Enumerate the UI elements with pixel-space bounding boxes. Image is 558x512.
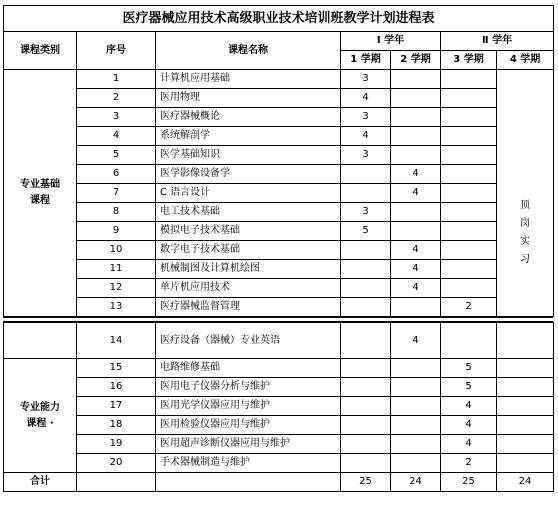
sem3-hours bbox=[441, 108, 497, 127]
course-name: C 语言设计 bbox=[156, 184, 341, 203]
sem2-hours bbox=[391, 108, 441, 127]
sem4-hours bbox=[497, 378, 554, 397]
table-row bbox=[4, 108, 554, 127]
course-name: 医用电子仪器分析与维护 bbox=[156, 378, 341, 397]
total-sem2: 24 bbox=[391, 473, 441, 492]
course-name: 医用光学仪器应用与维护 bbox=[156, 397, 341, 416]
course-name: 单片机应用技术 bbox=[156, 279, 341, 298]
course-name: 电工技术基础 bbox=[156, 203, 341, 222]
course-name: 电路维修基础 bbox=[156, 359, 341, 378]
sem3-hours bbox=[441, 279, 497, 298]
row-index: 3 bbox=[77, 108, 156, 127]
sem1-hours: 4 bbox=[341, 89, 391, 108]
table-row bbox=[4, 260, 554, 279]
course-name: 医用超声诊断仪器应用与维护 bbox=[156, 435, 341, 454]
sem3-hours: 4 bbox=[441, 435, 497, 454]
sem1-hours bbox=[341, 184, 391, 203]
row-index: 6 bbox=[77, 165, 156, 184]
table-row bbox=[4, 89, 554, 108]
sem1-hours bbox=[341, 165, 391, 184]
row-index: 19 bbox=[77, 435, 156, 454]
sem1-hours bbox=[341, 359, 391, 378]
sem3-hours: 2 bbox=[441, 454, 497, 473]
sem3-hours bbox=[441, 70, 497, 89]
sem3-hours bbox=[441, 165, 497, 184]
sem3-hours: 2 bbox=[441, 298, 497, 317]
sem4-hours bbox=[497, 454, 554, 473]
sem1-hours bbox=[341, 323, 391, 359]
row-index: 16 bbox=[77, 378, 156, 397]
course-name: 模拟电子技术基础 bbox=[156, 222, 341, 241]
table-row bbox=[4, 378, 554, 397]
row-index: 18 bbox=[77, 416, 156, 435]
internship-label: 顶 岗 实 习 bbox=[497, 70, 554, 317]
table-row bbox=[4, 184, 554, 203]
course-name: 数字电子技术基础 bbox=[156, 241, 341, 260]
table-row bbox=[4, 279, 554, 298]
row-index: 20 bbox=[77, 454, 156, 473]
sem1-hours: 3 bbox=[341, 146, 391, 165]
sem3-hours: 4 bbox=[441, 397, 497, 416]
sem1-hours bbox=[341, 298, 391, 317]
sem3-hours bbox=[441, 184, 497, 203]
header-index: 序号 bbox=[77, 32, 156, 70]
course-plan-table-continued bbox=[3, 322, 554, 492]
sem3-hours: 5 bbox=[441, 359, 497, 378]
sem2-hours bbox=[391, 298, 441, 317]
sem1-hours bbox=[341, 260, 391, 279]
sem2-hours bbox=[391, 89, 441, 108]
sem2-hours: 4 bbox=[391, 241, 441, 260]
sem4-hours bbox=[497, 359, 554, 378]
sem3-hours: 5 bbox=[441, 378, 497, 397]
table-row bbox=[4, 298, 554, 317]
sem1-hours bbox=[341, 454, 391, 473]
total-label: 合计 bbox=[4, 473, 77, 492]
sem3-hours bbox=[441, 127, 497, 146]
row-index: 5 bbox=[77, 146, 156, 165]
table-row bbox=[4, 323, 554, 359]
course-name: 医学基础知识 bbox=[156, 146, 341, 165]
sem1-hours bbox=[341, 397, 391, 416]
total-sem4: 24 bbox=[497, 473, 554, 492]
sem4-hours bbox=[497, 435, 554, 454]
sem2-hours: 4 bbox=[391, 323, 441, 359]
header-sem2: 2 学期 bbox=[391, 51, 441, 70]
table-row bbox=[4, 454, 554, 473]
sem2-hours bbox=[391, 222, 441, 241]
sem2-hours bbox=[391, 203, 441, 222]
sem1-hours bbox=[341, 378, 391, 397]
table-row bbox=[4, 241, 554, 260]
sem2-hours bbox=[391, 397, 441, 416]
sem2-hours: 4 bbox=[391, 165, 441, 184]
course-name: 医疗器械监督管理 bbox=[156, 298, 341, 317]
header-year1: Ⅰ 学年 bbox=[341, 32, 441, 51]
total-sem3: 25 bbox=[441, 473, 497, 492]
table-row bbox=[4, 435, 554, 454]
course-name: 机械制图及计算机绘图 bbox=[156, 260, 341, 279]
sem2-hours bbox=[391, 70, 441, 89]
row-index: 10 bbox=[77, 241, 156, 260]
total-empty bbox=[77, 473, 156, 492]
table-title: 医疗器械应用技术高级职业技术培训班教学计划进程表 bbox=[4, 6, 554, 32]
sem3-hours bbox=[441, 146, 497, 165]
table-row bbox=[4, 70, 554, 89]
table-row bbox=[4, 165, 554, 184]
course-plan-table bbox=[3, 5, 554, 317]
course-name: 医用检验仪器应用与维护 bbox=[156, 416, 341, 435]
row-index: 15 bbox=[77, 359, 156, 378]
course-name: 计算机应用基础 bbox=[156, 70, 341, 89]
course-name: 手术器械制造与维护 bbox=[156, 454, 341, 473]
header-sem4: 4 学期 bbox=[497, 51, 554, 70]
table-row bbox=[4, 416, 554, 435]
total-sem1: 25 bbox=[341, 473, 391, 492]
sem2-hours bbox=[391, 127, 441, 146]
row-index: 11 bbox=[77, 260, 156, 279]
table-row bbox=[4, 359, 554, 378]
header-category: 课程类别 bbox=[4, 32, 77, 70]
sem3-hours bbox=[441, 260, 497, 279]
header-sem1: 1 学期 bbox=[341, 51, 391, 70]
sem2-hours bbox=[391, 435, 441, 454]
row-index: 12 bbox=[77, 279, 156, 298]
sem2-hours bbox=[391, 146, 441, 165]
table-row bbox=[4, 146, 554, 165]
sem3-hours: 4 bbox=[441, 416, 497, 435]
row-index: 14 bbox=[77, 323, 156, 359]
course-name: 医疗器械概论 bbox=[156, 108, 341, 127]
category-foundation: 专业基础 课程 bbox=[4, 70, 77, 317]
sem1-hours bbox=[341, 241, 391, 260]
sem2-hours bbox=[391, 359, 441, 378]
sem4-hours bbox=[497, 397, 554, 416]
sem2-hours bbox=[391, 454, 441, 473]
course-name: 医学影像设备学 bbox=[156, 165, 341, 184]
sem3-hours bbox=[441, 222, 497, 241]
table-row bbox=[4, 397, 554, 416]
row-index: 2 bbox=[77, 89, 156, 108]
course-name: 医疗设备（器械）专业英语 bbox=[156, 323, 341, 359]
sem3-hours bbox=[441, 323, 497, 359]
course-name: 医用物理 bbox=[156, 89, 341, 108]
sem3-hours bbox=[441, 89, 497, 108]
header-year2: Ⅱ 学年 bbox=[441, 32, 554, 51]
sem1-hours: 3 bbox=[341, 108, 391, 127]
sem1-hours: 5 bbox=[341, 222, 391, 241]
sem3-hours bbox=[441, 203, 497, 222]
total-empty bbox=[156, 473, 341, 492]
table-body-part1 bbox=[4, 70, 554, 317]
sem1-hours bbox=[341, 416, 391, 435]
sem2-hours: 4 bbox=[391, 184, 441, 203]
sem1-hours: 3 bbox=[341, 70, 391, 89]
sem2-hours bbox=[391, 378, 441, 397]
row-index: 17 bbox=[77, 397, 156, 416]
category-ability: 专业能力 课程 · bbox=[4, 359, 77, 473]
header-sem3: 3 学期 bbox=[441, 51, 497, 70]
sem2-hours bbox=[391, 416, 441, 435]
row-index: 8 bbox=[77, 203, 156, 222]
row-index: 13 bbox=[77, 298, 156, 317]
sem4-hours bbox=[497, 323, 554, 359]
sem1-hours: 3 bbox=[341, 203, 391, 222]
sem2-hours: 4 bbox=[391, 279, 441, 298]
sem2-hours: 4 bbox=[391, 260, 441, 279]
table-row bbox=[4, 222, 554, 241]
table-row bbox=[4, 203, 554, 222]
sem4-hours bbox=[497, 416, 554, 435]
row-index: 9 bbox=[77, 222, 156, 241]
sem1-hours: 4 bbox=[341, 127, 391, 146]
row-index: 7 bbox=[77, 184, 156, 203]
header-course: 课程名称 bbox=[156, 32, 341, 70]
category-blank bbox=[4, 323, 77, 359]
sem1-hours bbox=[341, 279, 391, 298]
sem1-hours bbox=[341, 435, 391, 454]
row-index: 1 bbox=[77, 70, 156, 89]
course-name: 系统解剖学 bbox=[156, 127, 341, 146]
row-index: 4 bbox=[77, 127, 156, 146]
sem3-hours bbox=[441, 241, 497, 260]
table-row bbox=[4, 127, 554, 146]
table-body-part2 bbox=[4, 323, 554, 473]
